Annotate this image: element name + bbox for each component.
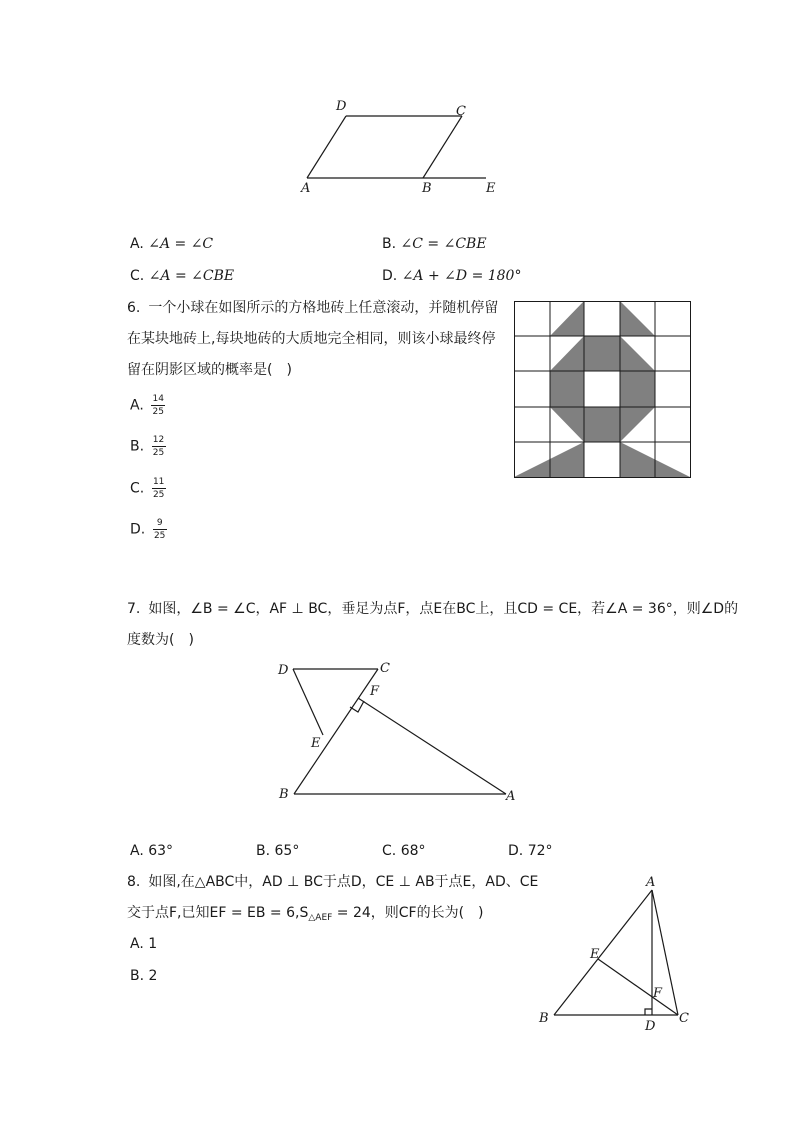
denominator: 25 <box>152 407 164 417</box>
option-value: 1 <box>148 936 158 952</box>
q5-option-c[interactable] <box>130 268 234 284</box>
question-number: 8. <box>127 874 141 890</box>
denominator: 25 <box>152 448 165 458</box>
shaded-square <box>620 371 655 407</box>
denominator: 25 <box>153 531 166 541</box>
option-letter: B. <box>382 236 397 252</box>
q7-option-a[interactable] <box>130 843 173 859</box>
q8-line-2a: 交于点F,已知EF = EB = 6,S <box>127 905 309 921</box>
fraction <box>152 435 166 458</box>
shaded-square <box>584 336 620 371</box>
q8-option-b[interactable] <box>130 968 157 984</box>
option-letter: C. <box>130 268 145 284</box>
fraction <box>152 477 166 500</box>
option-expr: ∠C = ∠CBE <box>400 236 487 252</box>
q8-line-2-subscript: △AEF <box>308 913 333 923</box>
segment-cb <box>423 116 462 178</box>
q7-line-1: 如图，∠B = ∠C，AF ⊥ BC，垂足为点F，点E在BC上，且CD = CE，若∠A = 36°，则∠D的 <box>148 601 739 617</box>
option-letter: D. <box>508 843 524 859</box>
q6-stem <box>127 293 498 386</box>
figure-triangle-q8 <box>532 870 702 1035</box>
option-letter: B. <box>130 968 145 984</box>
label-e: E <box>311 736 321 751</box>
option-expr: ∠A = ∠C <box>148 236 214 252</box>
segment-da <box>307 116 346 178</box>
label-d: D <box>336 99 347 114</box>
q8-line-1: 如图,在△ABC中，AD ⊥ BC于点D，CE ⊥ AB于点E，AD、CE <box>148 874 539 890</box>
option-value: 63° <box>148 843 174 859</box>
shaded-triangle <box>550 301 584 336</box>
figure-triangle-q7 <box>270 655 530 810</box>
figure-tile-grid <box>514 301 692 479</box>
q6-line-2: 在某块地砖上,每块地砖的大质地完全相同，则该小球最终停 <box>127 331 496 347</box>
question-number: 6. <box>127 300 141 316</box>
option-value: 72° <box>527 843 553 859</box>
option-letter: A. <box>130 397 144 414</box>
option-expr: ∠A + ∠D = 180° <box>401 268 522 284</box>
label-b: B <box>279 787 289 802</box>
shaded-triangle <box>550 336 584 371</box>
label-e: E <box>590 947 600 962</box>
label-a: A <box>301 181 311 196</box>
option-letter: D. <box>130 521 146 538</box>
option-letter: C. <box>382 843 397 859</box>
shaded-square <box>550 371 584 407</box>
option-letter: A. <box>130 236 144 252</box>
q7-option-c[interactable] <box>382 843 426 859</box>
label-a: A <box>506 789 516 804</box>
option-letter: B. <box>130 438 145 455</box>
label-e: E <box>486 181 496 196</box>
option-letter: C. <box>130 480 145 497</box>
option-letter: A. <box>130 936 144 952</box>
numerator: 14 <box>152 394 164 404</box>
label-b: B <box>422 181 432 196</box>
q7-option-b[interactable] <box>256 843 299 859</box>
numerator: 9 <box>156 518 163 528</box>
q8-option-a[interactable] <box>130 936 157 952</box>
q6-line-3: 留在阴影区域的概率是( ) <box>127 362 292 378</box>
label-f: F <box>370 684 380 699</box>
label-c: C <box>456 104 466 119</box>
q7-stem <box>127 594 738 656</box>
q6-line-1: 一个小球在如图所示的方格地砖上任意滚动，并随机停留 <box>148 300 499 316</box>
label-d: D <box>278 663 289 678</box>
shaded-triangle <box>620 301 655 336</box>
numerator: 11 <box>152 477 165 487</box>
q6-option-a[interactable] <box>130 394 165 417</box>
option-letter: B. <box>256 843 271 859</box>
q5-option-a[interactable] <box>130 236 213 252</box>
shaded-triangle <box>620 407 655 442</box>
label-a: A <box>646 875 656 890</box>
option-letter: D. <box>382 268 398 284</box>
q5-option-b[interactable] <box>382 236 487 252</box>
numerator: 12 <box>152 435 165 445</box>
q6-option-d[interactable] <box>130 518 167 541</box>
shaded-triangle <box>620 336 655 371</box>
question-number: 7. <box>127 601 141 617</box>
fraction <box>153 518 167 541</box>
shaded-triangle <box>514 442 584 477</box>
option-value: 2 <box>148 968 158 984</box>
q5-option-d[interactable] <box>382 268 521 284</box>
option-expr: ∠A = ∠CBE <box>148 268 235 284</box>
q6-option-b[interactable] <box>130 435 166 458</box>
label-b: B <box>539 1011 549 1026</box>
q6-option-c[interactable] <box>130 477 166 500</box>
label-d: D <box>645 1019 656 1034</box>
q7-option-d[interactable] <box>508 843 553 859</box>
fraction <box>151 394 165 417</box>
shaded-triangle <box>550 407 584 442</box>
label-f: F <box>653 986 663 1001</box>
option-letter: A. <box>130 843 144 859</box>
q7-line-2: 度数为( ) <box>127 632 194 648</box>
denominator: 25 <box>152 490 165 500</box>
label-c: C <box>380 661 390 676</box>
option-value: 68° <box>400 843 426 859</box>
shaded-square <box>584 407 620 442</box>
q8-stem <box>127 867 538 934</box>
option-value: 65° <box>274 843 300 859</box>
label-c: C <box>679 1011 689 1026</box>
q8-line-2b: = 24，则CF的长为( ) <box>332 905 484 921</box>
figure-parallelogram <box>290 95 510 200</box>
